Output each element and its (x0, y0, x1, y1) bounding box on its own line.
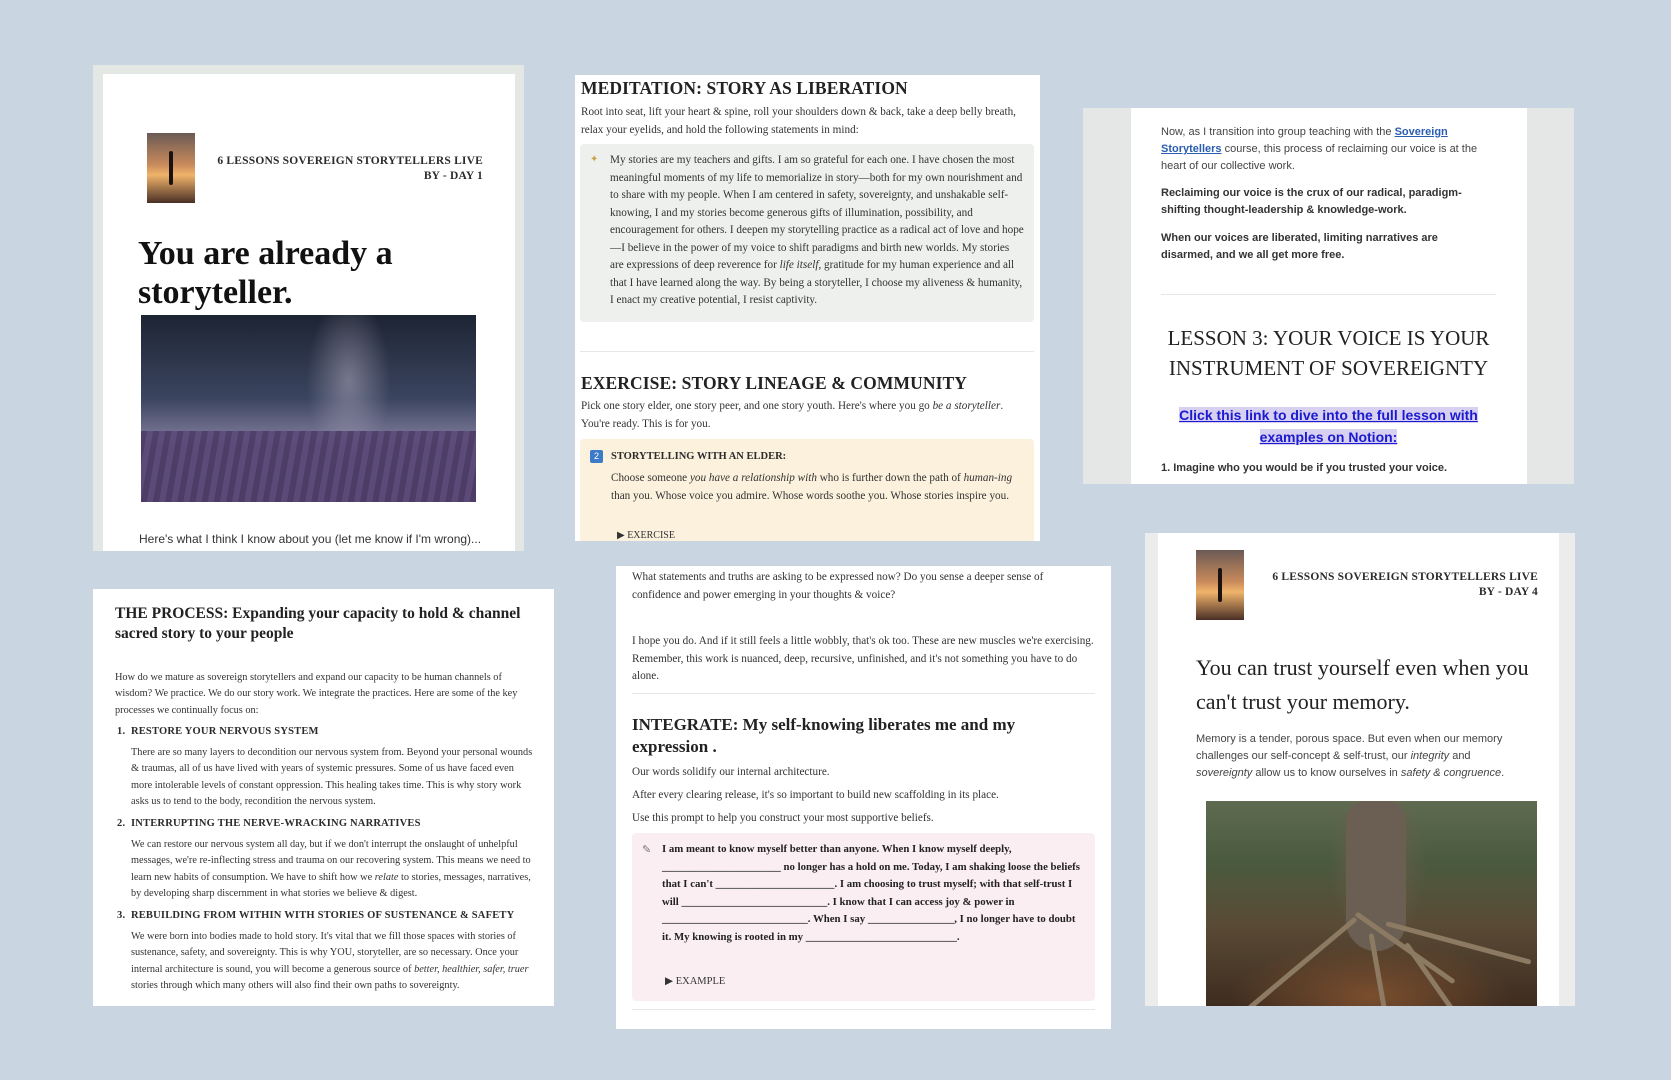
day1-intro-line: Here's what I think I know about you (let me know if I'm wrong)... (139, 532, 482, 546)
lesson3-email-body (1131, 108, 1527, 484)
process-item-2-heading: 2. INTERRUPTING THE NERVE-WRACKING NARRATIVES (117, 818, 421, 829)
lesson3-intro: Now, as I transition into group teaching with the Sovereign Storytellers course, this process of reclaiming our voice is at the heart of our collective work. (1161, 126, 1478, 172)
integrate-card (616, 566, 1111, 1029)
silhouette-thumbnail (147, 133, 195, 203)
section-divider (632, 1009, 1095, 1010)
prompt-callout (632, 833, 1095, 1001)
integrate-reassurance: I hope you do. And if it still feels a little wobbly, that's ok too. These are new muscles we're exercising. Remember, this work is nuanced, deep, recursive, unfinished, and it's not something you have to do alone. (632, 635, 1094, 682)
day4-email-card (1145, 533, 1575, 1006)
memo-icon: ✎ (642, 844, 652, 856)
meditation-statement: My stories are my teachers and gifts. I am so grateful for each one. I have chosen the most meaningful moments of my life to memorialize in story—both for my own nourishment and to share with my people. When I am centered in safety, sovereignty, and unshakable self-knowing, I and my stories become generous gifts of illumination, possibility, and encouragement for others. I deepen my storytelling practice as a radical act of love and hope—I believe in the power of my voice to shift paradigms and birth new worlds. My stories are expressions of deep reverence for life itself, gratitude for my human experience and all that I have learned along the way. By being a storyteller, I choose my aliveness & humanity, I enact my creative potential, I resist captivity. (610, 154, 1024, 306)
process-item-1-body: There are so many layers to decondition our nervous system from. Beyond your personal wounds & traumas, all of us have lived with years of systemic pressures. Some of us have faced even more intolerable levels of constant oppression. This healing takes time. This is why story work asks us to tend to the body, recondition the nervous system. (131, 747, 533, 807)
lesson3-email-card (1083, 108, 1574, 484)
process-item-1-heading: 1. RESTORE YOUR NERVOUS SYSTEM (117, 726, 319, 737)
tree-roots-image (1206, 801, 1537, 1006)
elder-heading: STORYTELLING WITH AN ELDER: (611, 451, 787, 462)
root-shape (1404, 942, 1460, 1006)
meditation-intro: Root into seat, lift your heart & spine, roll your shoulders down & back, take a deep belly breath, relax your eyelids, and hold the following statements in mind: (581, 106, 1016, 136)
process-card (93, 589, 554, 1006)
integrate-line-2: After every clearing release, it's so important to build new scaffolding in its place. (632, 789, 999, 801)
exercise-title: EXERCISE: STORY LINEAGE & COMMUNITY (581, 373, 967, 393)
process-item-2-body: We can restore our nervous system all day, but if we don't interrupt the onslaught of unhelpful messages, we're re-inflecting stress and trauma on our recovering system. This means we need to learn new habits of consumption. We have to shift how we relate to stories, messages, narratives, by developing sharp discernment in what stories we believe & digest. (131, 839, 531, 899)
number-badge-icon: 2 (590, 450, 603, 463)
day1-email-body (103, 74, 515, 551)
sovereign-storytellers-link[interactable]: Sovereign Storytellers (1161, 126, 1448, 155)
elder-description: Choose someone you have a relationship with who is further down the path of human-ing than you. Whose voice you admire. Whose words soothe you. Whose stories inspire you. (611, 472, 1013, 502)
integrate-question: What statements and truths are asking to be expressed now? Do you sense a deeper sense of confidence and power emerging in your thoughts & voice? (632, 571, 1044, 601)
day4-headline: You can trust yourself even when you can't trust your memory. (1196, 655, 1529, 714)
lesson3-title: LESSON 3: YOUR VOICE IS YOUR INSTRUMENT OF SOVEREIGNTY (1167, 326, 1490, 380)
meditation-exercise-card (575, 75, 1040, 541)
section-divider (1161, 294, 1496, 295)
integrate-line-3: Use this prompt to help you construct your most supportive beliefs. (632, 812, 934, 824)
process-item-3-heading: 3. REBUILDING FROM WITHIN WITH STORIES OF SUSTENANCE & SAFETY (117, 910, 515, 921)
integrate-line-1: Our words solidify our internal architecture. (632, 766, 830, 778)
toggle-triangle-icon: ▶ (665, 976, 676, 987)
silhouette-thumbnail (1196, 550, 1244, 620)
belief-prompt: I am meant to know myself better than anyone. When I know myself deeply, ______________________ no longer has a hold on me. Today, I am shaking loose the beliefs that I can't ______________________. I am choosing to trust myself; with that self-trust I will ___________________________. I know that I can access joy & power in ___________________________. When I say ________________, I no longer have to doubt it. My knowing is rooted in my ____________________________. (662, 843, 1080, 943)
section-divider (580, 351, 1034, 352)
lavender-night-sky-image (141, 315, 476, 502)
sparkle-icon: ✦ (590, 154, 599, 165)
email-series-header: 6 LESSONS SOVEREIGN STORYTELLERS LIVE BY - DAY 4 (1272, 571, 1538, 598)
meditation-callout (580, 144, 1034, 322)
process-intro: How do we mature as sovereign storytellers and expand our capacity to be human channels of wisdom? We practice. We do our story work. We integrate the practices. Here are some of the key processes we continually focus on: (115, 672, 518, 716)
liberated-voices-statement: When our voices are liberated, limiting narratives are disarmed, and we all get more free. (1161, 232, 1438, 261)
notion-link-wrap (1161, 404, 1496, 448)
lesson3-step1: 1. Imagine who you would be if you trusted your voice. (1161, 462, 1448, 474)
elder-callout (580, 439, 1034, 541)
email-series-header: 6 LESSONS SOVEREIGN STORYTELLERS LIVE BY - DAY 1 (217, 155, 483, 182)
reclaim-voice-statement: Reclaiming our voice is the crux of our radical, paradigm-shifting thought-leadership & knowledge-work. (1161, 187, 1462, 216)
day1-email-card (93, 65, 524, 551)
day4-intro: Memory is a tender, porous space. But even when our memory challenges our self-concept & self-trust, our integrity and sovereignty allow us to know ourselves in safety & congruence. (1196, 733, 1505, 779)
section-divider (632, 693, 1095, 694)
exercise-toggle[interactable]: ▶ EXERCISE (617, 530, 675, 541)
integrate-title: INTEGRATE: My self-knowing liberates me and my expression . (632, 715, 1016, 756)
day1-headline: You are already a storyteller. (138, 235, 393, 311)
meditation-title: MEDITATION: STORY AS LIBERATION (581, 78, 908, 98)
process-item-3-body: We were born into bodies made to hold story. It's vital that we fill those spaces with stories of sustenance, safety, and sovereignty. This is why YOU, storyteller, are so necessary. Once your internal architecture is sound, you will become a generous source of better, healthier, safer, truer stories through which many others will also find their own paths to sovereignty. (131, 931, 529, 991)
example-toggle[interactable]: ▶ EXAMPLE (665, 976, 726, 987)
day4-email-body (1158, 533, 1559, 1006)
notion-lesson-link[interactable]: Click this link to dive into the full lesson with examples on Notion: (1179, 407, 1478, 445)
process-title: THE PROCESS: Expanding your capacity to hold & channel sacred story to your people (115, 605, 521, 642)
root-shape (1247, 917, 1357, 1006)
toggle-triangle-icon: ▶ (617, 530, 628, 541)
exercise-intro: Pick one story elder, one story peer, and one story youth. Here's where you go be a storyteller. You're ready. This is for you. (581, 400, 1004, 430)
